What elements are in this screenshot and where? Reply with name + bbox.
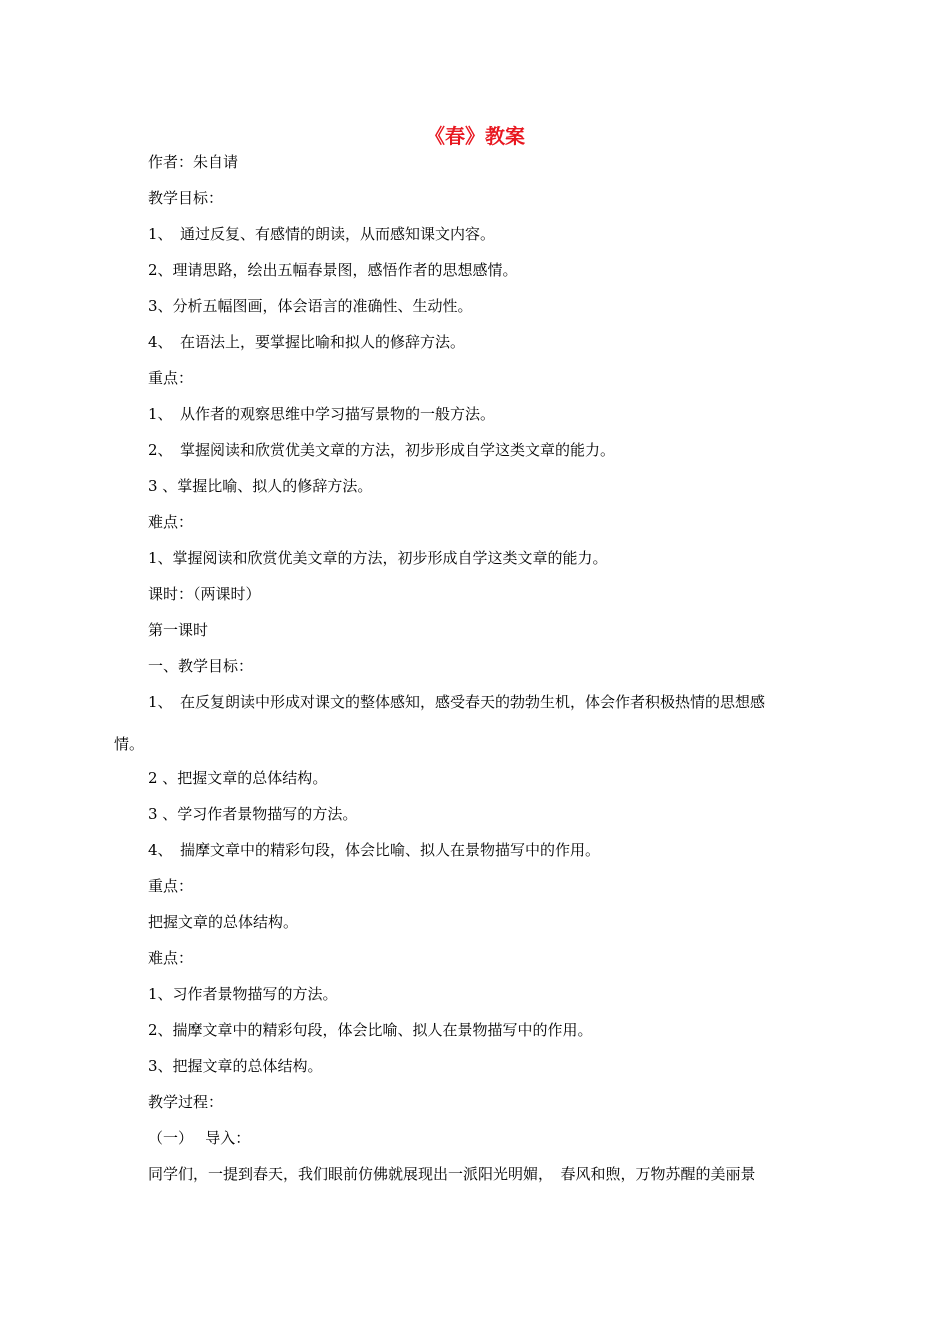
document-title: 《春》教案 bbox=[425, 124, 525, 148]
key-point-item: 3 、掌握比喻、拟人的修辞方法。 bbox=[148, 477, 373, 495]
goal-item: 2、理请思路，绘出五幅春景图，感悟作者的思想感情。 bbox=[148, 261, 518, 279]
lesson1-difficulty-item: 1、习作者景物描写的方法。 bbox=[148, 985, 338, 1003]
lesson1-key-item: 把握文章的总体结构。 bbox=[148, 913, 299, 931]
lesson1-goal-item-continuation: 情。 bbox=[114, 735, 145, 753]
key-point-item: 1、 从作者的观察思维中学习描写景物的一般方法。 bbox=[148, 405, 496, 423]
lesson1-goals-heading: 一、教学目标： bbox=[148, 657, 254, 675]
lesson1-heading: 第一课时 bbox=[148, 621, 209, 639]
lesson1-key-heading: 重点： bbox=[148, 877, 194, 895]
goal-item: 1、 通过反复、有感情的朗读，从而感知课文内容。 bbox=[148, 225, 496, 243]
lesson1-goal-item: 1、 在反复朗读中形成对课文的整体感知，感受春天的勃勃生机，体会作者积极热情的思想感 bbox=[148, 693, 766, 711]
lesson1-goal-item: 2 、把握文章的总体结构。 bbox=[148, 769, 328, 787]
goal-item: 3、分析五幅图画，体会语言的准确性、生动性。 bbox=[148, 297, 473, 315]
lesson1-goal-item: 3 、学习作者景物描写的方法。 bbox=[148, 805, 358, 823]
lesson1-goal-item: 4、 揣摩文章中的精彩句段，体会比喻、拟人在景物描写中的作用。 bbox=[148, 841, 601, 859]
intro-heading: （一） 导入： bbox=[148, 1129, 251, 1147]
process-heading: 教学过程： bbox=[148, 1093, 224, 1111]
goal-item: 4、 在语法上，要掌握比喻和拟人的修辞方法。 bbox=[148, 333, 466, 351]
goals-heading: 教学目标： bbox=[148, 189, 224, 207]
difficulty-heading: 难点： bbox=[148, 513, 194, 531]
lesson1-difficulty-heading: 难点： bbox=[148, 949, 194, 967]
difficulty-item: 1、掌握阅读和欣赏优美文章的方法，初步形成自学这类文章的能力。 bbox=[148, 549, 608, 567]
key-points-heading: 重点： bbox=[148, 369, 194, 387]
lesson1-difficulty-item: 3、把握文章的总体结构。 bbox=[148, 1057, 323, 1075]
author-line: 作者：朱自请 bbox=[148, 153, 239, 171]
lesson1-difficulty-item: 2、揣摩文章中的精彩句段，体会比喻、拟人在景物描写中的作用。 bbox=[148, 1021, 593, 1039]
hours-line: 课时：（两课时） bbox=[148, 585, 261, 603]
key-point-item: 2、 掌握阅读和欣赏优美文章的方法，初步形成自学这类文章的能力。 bbox=[148, 441, 616, 459]
intro-paragraph: 同学们，一提到春天，我们眼前仿佛就展现出一派阳光明媚， 春风和煦，万物苏醒的美丽景 bbox=[148, 1165, 756, 1183]
